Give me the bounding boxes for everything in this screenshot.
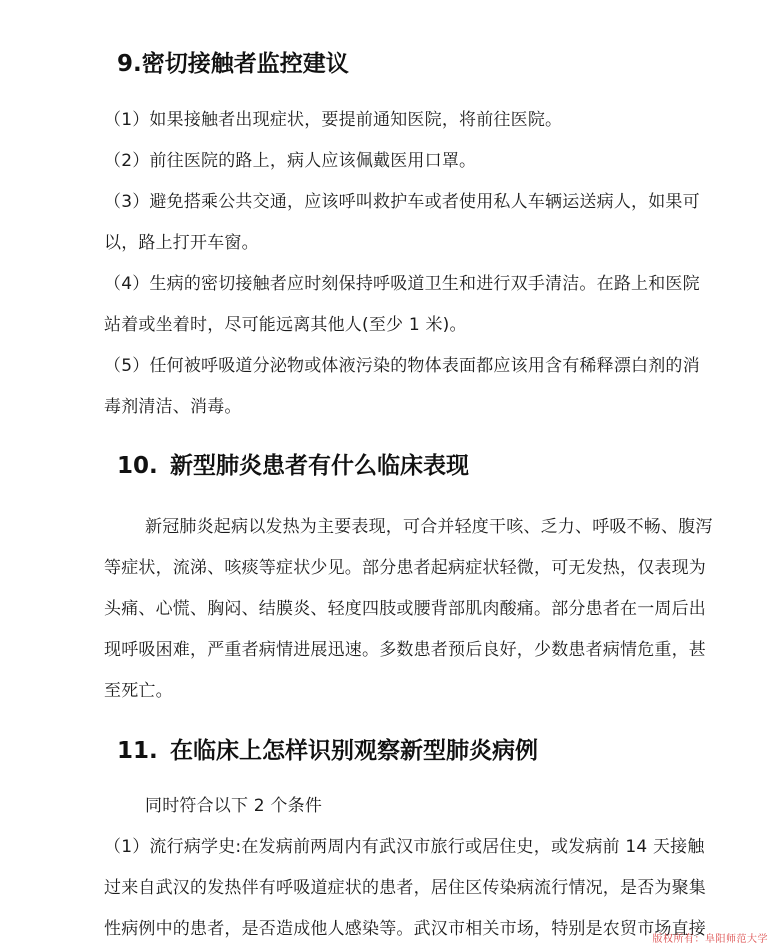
document-line: 同时符合以下 2 个条件 bbox=[145, 796, 323, 816]
heading-title: 在临床上怎样识别观察新型肺炎病例 bbox=[170, 738, 538, 764]
document-line: （1）流行病学史:在发病前两周内有武汉市旅行或居住史，或发病前 14 天接触 bbox=[104, 837, 705, 857]
heading-number: 9. bbox=[117, 51, 142, 77]
section-heading-9 bbox=[104, 0, 690, 78]
document-line: （2）前往医院的路上，病人应该佩戴医用口罩。 bbox=[104, 151, 477, 171]
section-10-lines bbox=[104, 507, 713, 712]
document-line: （4）生病的密切接触者应时刻保持呼吸道卫生和进行双手清洁。在路上和医院 bbox=[104, 274, 700, 294]
heading-number: 10. bbox=[117, 453, 158, 479]
heading-title: 密切接触者监控建议 bbox=[141, 51, 349, 77]
document-line: 至死亡。 bbox=[104, 681, 173, 701]
document-line: 性病例中的患者，是否造成他人感染等。武汉市相关市场，特别是农贸市场直接 bbox=[104, 919, 706, 939]
document-line: 新冠肺炎起病以发热为主要表现，可合并轻度干咳、乏力、呼吸不畅、腹泻 bbox=[145, 517, 713, 537]
document-line: （1）如果接触者出现症状，要提前通知医院，将前往医院。 bbox=[104, 110, 563, 130]
section-11-lines bbox=[104, 786, 706, 950]
document-line: （3）避免搭乘公共交通，应该呼叫救护车或者使用私人车辆运送病人，如果可 bbox=[104, 192, 700, 212]
document-line: 毒剂清洁、消毒。 bbox=[104, 397, 242, 417]
section-9-lines bbox=[104, 100, 700, 428]
document-line: 现呼吸困难，严重者病情进展迅速。多数患者预后良好，少数患者病情危重，甚 bbox=[104, 640, 706, 660]
section-heading-10 bbox=[104, 452, 690, 480]
document-line: （5）任何被呼吸道分泌物或体液污染的物体表面都应该用含有稀释漂白剂的消 bbox=[104, 356, 700, 376]
heading-title: 新型肺炎患者有什么临床表现 bbox=[170, 453, 469, 479]
document-line: 以，路上打开车窗。 bbox=[104, 233, 259, 253]
document-line: 头痛、心慌、胸闷、结膜炎、轻度四肢或腰背部肌肉酸痛。部分患者在一周后出 bbox=[104, 599, 706, 619]
document-line: 过来自武汉的发热伴有呼吸道症状的患者，居住区传染病流行情况，是否为聚集 bbox=[104, 878, 706, 898]
section-heading-11 bbox=[104, 737, 690, 765]
heading-number: 11. bbox=[117, 738, 158, 764]
document-line: 站着或坐着时，尽可能远离其他人(至少 1 米)。 bbox=[104, 315, 467, 335]
copyright-watermark: 版权所有：阜阳师范大学 bbox=[652, 934, 768, 945]
document-line: 等症状，流涕、咳痰等症状少见。部分患者起病症状轻微，可无发热，仅表现为 bbox=[104, 558, 706, 578]
